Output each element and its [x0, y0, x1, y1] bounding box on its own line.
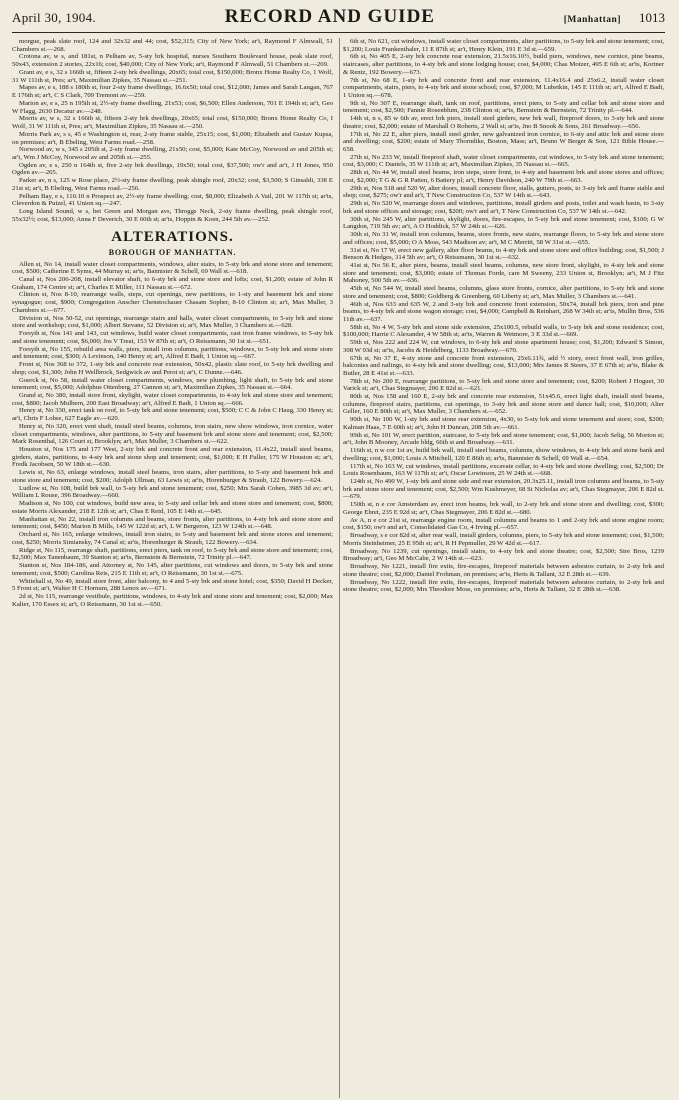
listing-entry: Ridge st, No 115, rearrange shaft, partitions, erect piers, tank on roof, to 5-sty brk and stone store and tenement; cost, $2,500; Max Tanenbaum, 39 Stanton st; ar'ts, Bernstein & Bernstein, 72 Trinity pl.—647.: [12, 546, 333, 562]
listing-entry: 27th st, No 233 W, install fireproof shaft, water closet compartments, cut windows, to 5-sty brk and stone tenement; cost, $3,000; C Daniels, 35 W 111th st; ar't, Maximilian Zipkes, 35 Nassau st.—665.: [343, 153, 664, 169]
listing-entry: Allen st, No 14, install water closet compartments, windows, alter stairs, to 5-sty brk and stone store and tenement; cost, $500; Catherine E Syms, 44 Murray st; ar'ts, Bannister & Schell, 69 Wall st.—618.: [12, 260, 333, 276]
listing-entry: Grant av, e s, 32 s 166th st, fifteen 2-sty brk dwellings, 20x65; total cost, $150,000; Bronx Home Realty Co, 1 Wolf, 31 W 111th st, Pres; ar't, Maximilian Zipkes, 35 Nassau st.—251.: [12, 68, 333, 84]
listing-entry: 99th st, No 101 W, erect partition, staircase, to 5-sty brk and stone tenement; cost, $1,000; Jacob Selig, 56 Morton st; ar't, John B Mooney, Arcade bldg, 66th st and Broadway.—631.: [343, 431, 664, 447]
listing-entry: 45th st, No 544 W, install steel beams, columns, glass store fronts, cornice, alter partitions, to 5-sty brk and stone store and tenement; cost, $800; Goldberg & Greenberg, 60 Liberty st; ar't, Max Muller, 3 Chambers st.—641.: [343, 285, 664, 300]
listing-entry: Forsyth st, No 155, rebuild area walls, piers, install iron columns, partitions, windows, to 5-sty brk and stone store and tenement; cost, $300; A Levinson, 140 Henry st; ar't, Alfred E Badt, 1 Union sq.—667.: [12, 345, 333, 361]
header-right: [564, 10, 665, 26]
listing-entry: Crotona av, w s, and 181st, n Pelham av, 5-sty brk hospital, nurses Southern Boulevard house, peak slate roof, 50x43, extension 2 stories, 22x16; cost, $40,000; City of New York; ar't, Raymond F Almwall, 51 Chambers st.—269.: [12, 53, 333, 69]
listing-entry: 31st st, No 17 W, erect new gallery, alter floor beams, to 4-sty brk and stone store and office building; cost, $1,500; J Benson & Hedges, 314 5th av; ar't, O Reissmann, 30 1st st.—632.: [343, 246, 664, 262]
publication-title: RECORD AND GUIDE: [224, 6, 435, 27]
listing-entry: 150th st, n e cor Amsterdam av, erect iron beams, brk wall, to 2-sty brk and stone store and dwelling; cost, $300; George Ehret, 235 E 92d st; ar't, Chas Stegmayer, 206 E 82d st.—680.: [343, 501, 664, 516]
page-number: 1013: [639, 10, 665, 25]
listing-entry: Manhattan st, No 22, install iron columns and beams, store fronts, alter partitions, to 4-sty brk and stone store and tenement; cost, $450; Marion B Mills, 145 W 122d st; ar't, L W Bergeron, 123 W 124th st.—648.: [12, 515, 333, 531]
listing-entry: Av A, n e cor 21st st, rearrange engine room, install columns and beams to 1 and 2-sty brk and stone engine room; cost, $150; ow'r and ar't, Consolidated Gas Co, 4 Irving pl.—657.: [343, 516, 664, 532]
listing-entry: Henry st, No 320, erect vent shaft, install steel beams, columns, iron stairs, new show windows, iron cornice, water closet compartments, windows, alter partitions, to 5-sty and basement brk and stone store and tenement; cost, $2,500; Mark Rosenthal, 126 Court st, Brooklyn; ar't, Max Muller, 3 Chambers st.—622.: [12, 422, 333, 446]
listing-entry: 7th st, No 68 E, 1-sty brk and concrete front and rear extension, 11.4x16.4 and 25x6.2, install water closet compartments, stairs, piers, to 4-sty brk and stone school; cost, $7,000; M Lubetkin, 145 E 111th st; ar't, Alfred E Badt, 1 Union sq.—678.: [343, 76, 664, 99]
listing-entry: Grand st, No 380, install store front, skylight, water closet compartments, to 4-sty brk and stone store and tenement; cost, $800; Jacob Mulbern, 200 East Broadway; ar't, Alfred E Badt, 1 Union sq.—666.: [12, 391, 333, 407]
listing-entry: Long Island Sound, w s, bet Green and Morgan avs, Throggs Neck, 2-sty frame dwelling, peak shingle roof, 55x32½; cost, $13,000; Anna F Deverich, 30 E 60th st; ar'ts, Hoppin & Koen, 244 5th av.—252.: [12, 208, 333, 223]
text-columns: [12, 38, 665, 608]
listing-entry: Canal st, Nos 206-208, install elevator shaft, to 6-sty brk and stone store and lofts; cost, $1,200; estate of John R Graham, 174 Centre st; ar't, Charles E Miller, 111 Nassau st.—672.: [12, 276, 333, 291]
listing-entry: Broadway, No 1221, install fire exits, fire-escapes, fireproof materials between asbestos curtain, to 2-sty brk and stone theatre; cost, $2,000; Daniel Frohman, on premises; ar'ts, Herts & Tallant, 32 E 28th st.—639.: [343, 563, 664, 578]
listing-entry: 117th st, No 163 W, cut windows, install partitions, excavate cellar, to 4-sty brk and stone dwelling; cost, $2,500; Dr Louis Rosenbaum, 163 W 117th st; ar't, Oscar Lowinson, 25 W 24th st.—668.: [343, 462, 664, 478]
borough-tag: [Manhattan]: [563, 15, 621, 25]
listing-entry: 30th st, No 245 W, alter partitions, skylight, doors, fire-escapes, to 5-sty brk and stone tenement; cost, $100; G W Langdon, 719 5th av; ar't, A O Hoddick, 57 W 24th st.—626.: [343, 215, 664, 231]
listing-entry: Henry st, No 330, erect tank on roof, to 5-sty brk and stone tenement; cost, $500; C C & John C Haug, 330 Henry st; ar't, Chris F Lohse, 627 Eagle av.—620.: [12, 407, 333, 423]
section-subheading: BOROUGH OF MANHATTAN.: [108, 247, 237, 257]
listing-entry: Madison st, No 100, cut windows, build new area, to 5-sty and cellar brk and stone store and tenement; cost, $800; estate Morris Alexander, 218 E 12th st; ar't, Chas E Reid, 105 E 14th st.—645.: [12, 500, 333, 515]
listing-entry: 90th st, No 100 W, 1-sty brk and stone rear extension, 4x30, to 5-sty brk and stone tenement and store; cost, $200; Kalman Haas, 7 E 60th st; ar't, John H Duncan, 208 5th av.—661.: [343, 416, 664, 431]
listing-entry: Ogden av, e s, 250 n 164th st, five 2-sty brk dwellings, 19x50; total cost, $37,500; ow'r and ar't, J H Jones, 950 Ogden av.—265.: [12, 161, 333, 177]
listing-entry: 67th st, No 37 E, 4-sty stone and concrete front extension, 25x6.11¾, add ½ story, erect front wall, iron grilles, balconies and railings, to 4-sty brk and stone dwelling; cost, $13,000; Mrs James R Steers, 37 E 67th st; ar'ts, Blake & Butler, 28 E 41st st.—633.: [343, 354, 664, 377]
listing-entry: Stanton st, Nos 184-186, and Attorney st, No 145, alter partitions, cut windows and doors, to 5-sty brk and stone tenement; cost, $500; Carolina Reis, 215 E 11th st; ar't, O Reissmann, 30 1st st.—675.: [12, 562, 333, 577]
listing-entry: Morris Park av, s s, 45 e Washington st, rear, 2-sty frame stable, 25x15; cost, $1,000; Elizabeth and Gustav Kupsa, on premises; ar't, B Ebeling, West Farms road.—258.: [12, 130, 333, 146]
listing-entry: 58th st, No 4 W, 5-sty brk and stone side extension, 25x100.5, rebuild walls, to 5-sty brk and stone residence; cost, $100,000; Harrie C Alexander, 4 W 58th st; ar'ts, Warren & Wetmore, 3 E 33d st.—669.: [343, 323, 664, 339]
right-column: [343, 38, 664, 608]
left-column: [12, 38, 333, 608]
listing-entry: 41st st, No 56 E, alter piers, beams, install steel beams, columns, new store front, skylight, to 4-sty brk and stone store and tenement; cost, $3,000; estate of Thomas Forde, care M Sweeny, 233 Union st, Brooklyn; ar't, M J Fitz Mahoney, 500 5th av.—636.: [343, 262, 664, 285]
listing-entry: Parker av, n s, 125 w Rose place, 2½-sty frame dwelling, peak shingle roof, 20x32; cost, $3,500; S Ginsaldi, 338 E 21st st; ar't, B Ebeling, West Farms road.—256.: [12, 177, 333, 192]
listing-entry: Broadway, No 1239, cut openings, install stairs, to 4-sty brk and stone theatre; cost, $2,500; Sire Bros, 1239 Broadway; ar't, Geo M McCabe, 2 W 14th st.—623.: [343, 547, 664, 563]
listing-entry: Division st, Nos 50-52, cut openings, rearrange stairs and halls, water closet compartments, to 5-sty brk and stone store and workshop; cost, $1,000; Albert Stevane, 52 Division st; ar't, Max Muller, 3 Chambers st.—628.: [12, 314, 333, 330]
listing-entry: Forsyth st, Nos 141 and 143, cut windows, build water closet compartments, cast iron frame windows, to 5-sty brk and stone tenement; cost, $6,000; Jos V Treat, 153 W 87th st; ar't, O Reissmann, 30 1st st.—651.: [12, 330, 333, 345]
left-post-entries: [12, 261, 333, 609]
listing-entry: Marion av, e s, 25 n 195th st, 2½-sty frame dwelling, 21x53; cost, $6,500; Ellen Anderson, 701 E 194th st; ar't, Geo W Flagg, 2630 Decatur av.—248.: [12, 99, 333, 115]
listing-entry: Mapes av, e s, 188 s 180th st, four 2-sty frame dwellings, 16.6x50; total cost, $12,000; James and Sarah Langan, 767 E 176th st; ar't, C S Clark, 709 Tremont av.—259.: [12, 84, 333, 100]
listing-entry: 29th st, Nos 518 and 520 W, alter doors, install concrete floor, stalls, gutters, posts, to 3-sty brk and frame stable and shop; cost, $275; ow'r and ar't, T New Construction Co, 537 W 14th st.—643.: [343, 184, 664, 200]
listing-entry: 29th st, No 520 W, rearrange doors and windows, partitions, install girders and posts, toilet and wash basin, to 3-sty brk and stone offices and storage; cost, $200; ow'r and ar't, T New Construction Co, 537 W 14th st.—642.: [343, 200, 664, 215]
listing-entry: 46th st, Nos 633 and 635 W, 2 and 3-sty brk and concrete front extension, 50x74, install brk piers, iron and pine beams, to 4-sty brk and stone wagon storage; cost, $4,000; Campbell & Reinhart, 268 W 34th st; ar'ts, Mullin Bros, 536 11th av.—637.: [343, 300, 664, 323]
listing-entry: 9th st, No 307 E, rearrange shaft, tank on roof, partitions, erect piers, to 5-sty and cellar brk and stone store and tenement; cost, $2,500; Fannie Rosenblum, 238 Clinton st; ar'ts, Bernstein & Bernstein, 72 Trinity pl.—644.: [343, 99, 664, 115]
page-header: [12, 6, 665, 33]
listing-entry: Ludlow st, No 108, build brk wall, to 5-sty brk and stone tenement; cost, $250; Mrs Sarah Cohen, 3985 3d av; ar't, William L Rouse, 396 Broadway.—660.: [12, 484, 333, 500]
listing-entry: Orchard st, No 165, enlarge windows, install iron stairs, to 5-sty and basement brk and stone stores and tenement; cost, $250; Morris Simiansky, 74 Canal st; ar'ts, Horenburger & Straub, 122 Bowery.—634.: [12, 531, 333, 546]
listing-entry: 6th st, No 621, cut windows, install water closet compartments, alter partitions, to 5-sty brk and stone tenement; cost, $1,200; Louis Frankenthaler, 11 E 87th st; ar't, Henry Klein, 191 E 3d st.—659.: [343, 38, 664, 53]
listing-entry: 80th st, Nos 158 and 160 E, 2-sty brk and concrete rear extension, 51x45.6, erect light shaft, install steel beams, columns, fireproof stairs, partitions, cut openings, to 3-sty brk and stone store and dance hall; cost, $10,000; Alter Geller, 160 E 80th st; ar't, Max Muller, 3 Chambers st.—652.: [343, 393, 664, 416]
listing-entry: 59th st, Nos 222 and 224 W, cut windows, to 6-sty brk and stone apartment house; cost, $1,200; Edward S Simon, 308 W 93d st; ar'ts, Jacobs & Heidelberg, 1133 Broadway.—670.: [343, 339, 664, 354]
left-pre-entries: [12, 38, 333, 224]
listing-entry: 6th st, No 405 E, 2-sty brk concrete rear extension, 21.5x16.10½, build piers, windows, new cornice, pine beams, staircases, alter partitions, to 4-sty brk and stone lodging house; cost, $4,000; Chas Motzer, 495 E 6th st; ar'ts, Kortner & Rentz, 192 Bowery.—673.: [343, 53, 664, 76]
listing-entry: Broadway, s e cor 82d st, alter rear wall, install girders, columns, piers, to 5-sty brk and stone tenement; cost, $1,500; Morris Steinheimer, 25 E 95th st; ar't, R H Pepmuller, 29 W 42d st.—617.: [343, 532, 664, 547]
listing-entry: Broadway, No 1222, install fire exits, fire-escapes, fireproof materials between asbestos curtain, to 2-sty brk and stone theatre; cost, $2,000; Mrs Theodore Moss, on premises; ar'ts, Herts & Tallant, 32 E 28th st.—638.: [343, 578, 664, 594]
section-heading: ALTERATIONS.: [111, 228, 234, 245]
listing-entry: Clinton st, Nos 8-10, rearrange walls, steps, cut openings, new partitions, to 1-sty and basement brk and stone synagogue; cost, $900; Congregation Anscher Chenstochauer Chasam Sopher, 8-10 Clinton st; ar't, Max Muller, 3 Chambers st.—677.: [12, 291, 333, 314]
listing-entry: Houston st, Nos 175 and 177 West, 2-sty brk and concrete front and rear extension, 11.4x22, install steel beams, girders, stairs, partitions, to 4-sty brk and stone shop and tenement; cost, $1,000; E H Fuller, 175 W Houston st; ar't, Fredk Jacobsen, 50 W 18th st.—630.: [12, 446, 333, 469]
listing-entry: Whitehall st, No 49, install store front, alter balcony, to 4 and 5-sty brk and stone hotel; cost, $350; David H Decker, 5 Front st; ar't, Walter H C Hornum, 288 Lenox av.—671.: [12, 577, 333, 593]
listing-entry: 116th st, n w cor 1st av, build brk wall, install steel beams, columns, show windows, to 4-sty brk and stone bank and dwelling; cost, $1,000; Louis A Mitchell, 120 E 86th st; ar'ts, Bannister & Schell, 69 Wall st.—654.: [343, 447, 664, 462]
listing-entry: 30th st, No 31 W, install iron columns, beams, store fronts, new stairs, rearrange floors, to 5-sty brk and stone store and offices; cost, $5,000; O A Moss, 543 Madison av; ar't, M C Merritt, 58 W 31st st.—655.: [343, 231, 664, 246]
issue-date: April 30, 1904.: [12, 10, 96, 25]
listing-entry: 17th st, No 22 E, alter piers, install steel girder, new galvanized iron cornice, to 6-sty and attic brk and stone store and dwelling; cost, $200; estate of Mary Thorndike, Boston, Mass; ar't, Bruno W Berger & Son, 121 Bible House.—658.: [343, 130, 664, 153]
listing-entry: Lewis st, No 63, enlarge windows, install steel beams, iron stairs, alter partitions, to 5-sty and basement brk and stone store and tenement; cost, $200; Adolph Ullman, 63 Lewis st; ar'ts, Horenburger & Straub, 122 Bowery.—624.: [12, 469, 333, 484]
listing-entry: morgue, peak slate roof, 124 and 32x32 and 44; cost, $52,315; City of New York; ar't, Raymond F Almwall, 51 Chambers st.—268.: [12, 38, 333, 53]
listing-entry: Morris av, w s, 32 s 166th st, fifteen 2-sty brk dwellings, 20x65; total cost, $150,000; Bronx Home Realty Co, I Wolf, 31 W 111th st, Pres; ar't, Maximilian Zipkes, 35 Nassau st.—250.: [12, 115, 333, 131]
listing-entry: 124th st, No 490 W, 1-sty brk and stone side and rear extension, 20.3x25.11, install iron columns and beams, to 5-sty brk and stone store and tenement; cost, $2,500; Wm Kushmeyer, 68 St Nicholas av; ar't, Chas Stegmayer, 206 E 82d st.—679.: [343, 478, 664, 501]
listing-entry: Front st, Nos 368 to 372, 1-sty brk and concrete rear extension, 50x42, plastic slate roof, to 5-sty brk dwelling and shop; cost, $1,300; John H Wellbrock, Sedgwick av and Perot st; ar't, C Dunne.—646.: [12, 361, 333, 376]
listing-entry: Pelham Bay, e s, 110.10 n Prospect av, 2½-sty frame dwelling; cost, $8,000; Elizabeth A Vail, 201 W 117th st; ar'ts, Cleverdon & Putzel, 41 Union sq.—247.: [12, 192, 333, 208]
listing-entry: 28th st, No 44 W, install steel beams, iron steps, store front, to 4-sty and basement brk and stone stores and offices; cost, $2,000; T G & G R Patten, 6 Battery pl; ar't, Henry Davidson, 240 W 79th st.—663.: [343, 169, 664, 184]
listing-entry: 78th st, No 200 E, rearrange partitions, to 5-sty brk and stone store and tenement; cost, $200; Robert J Hoguet, 30 Varick st; ar't, Chas Stegmayer, 206 E 82d st.—621.: [343, 377, 664, 393]
listing-entry: Goerck st, No 58, install water closet compartments, windows, new plumbing, light shaft, to 5-sty brk and stone tenement; cost, $5,000; Adolphus Ottenberg, 27 Cannon st; ar't, Maximilian Zipkes, 35 Nassau st.—664.: [12, 376, 333, 392]
listing-entry: 2d st, No 115, rearrange vestibule, partitions, windows, to 4-sty brk and stone store and tenement; cost, $2,000; Max Kalter, 170 Essex st; ar't, O Reissmann, 30 1st st.—650.: [12, 592, 333, 608]
listing-entry: Norwood av, w s, 345 s 205th st, 2-sty frame dwelling, 21x50; cost, $5,000; Kate McCoy, Norwood av and 205th st; ar't, Wm J McCoy, Norwood av and 205th st.—255.: [12, 146, 333, 161]
listing-entry: 14th st, n s, 85 w 6th av, erect brk piers, install steel girders, new brk wall, fireproof doors, to 3-sty brk and stone theatre; cost, $2,000; estate of Marshall O Roberts, 2 Wall st; ar'ts, Jno B Snook & Sons, 261 Broadway.—656.: [343, 115, 664, 130]
